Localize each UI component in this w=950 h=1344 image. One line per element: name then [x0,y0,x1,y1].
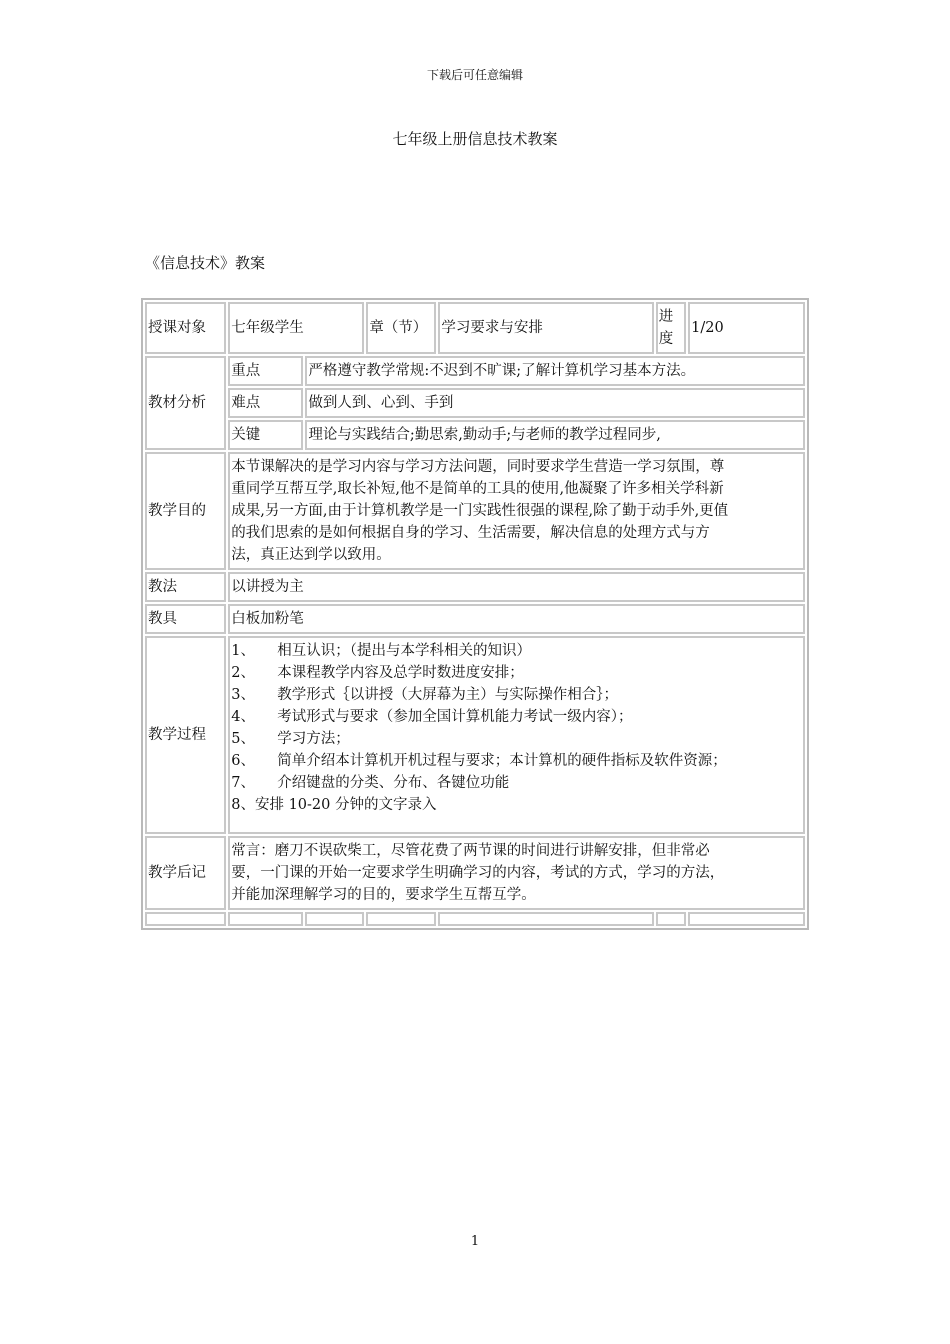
progress-label: 进度 [656,302,686,354]
document-title: 七年级上册信息技术教案 [392,130,558,148]
postscript-line: 并能加深理解学习的目的，要求学生互帮互学。 [231,887,536,903]
lesson-plan-table [141,298,809,930]
item-text: 教学形式｛以讲授（大屏幕为主）与实际操作相合｝； [277,687,618,703]
purpose-line: 法，真正达到学以致用。 [231,547,391,563]
table-row [145,452,805,570]
list-item [231,750,802,772]
empty-cell [656,912,686,926]
table-row [145,604,805,634]
empty-cell [228,912,303,926]
list-item [231,772,802,794]
list-item [231,640,802,662]
material-analysis-label: 教材分析 [145,356,226,450]
empty-cell [305,912,364,926]
empty-cell [145,912,226,926]
tools-label: 教具 [145,604,226,634]
list-item [231,662,802,684]
item-text: 简单介绍本计算机开机过程与要求；本计算机的硬件指标及软件资源； [277,753,727,769]
item-number: 1、 [231,643,255,659]
purpose-line: 本节课解决的是学习内容与学习方法问题，同时要求学生营造一学习氛围，尊 [231,459,725,475]
lesson-plan-subtitle: 《信息技术》教案 [145,254,266,272]
purpose-line: 成果,另一方面,由于计算机教学是一门实践性很强的课程,除了勤于动手外,更值 [231,503,729,519]
header-note: 下载后可任意编辑 [426,68,523,82]
tools-value: 白板加粉笔 [228,604,805,634]
item-text: 相互认识；（提出与本学科相关的知识） [277,643,531,659]
table-row [145,636,805,834]
item-number: 3、 [231,687,255,703]
purpose-line: 的我们思索的是如何根据自身的学习、生活需要，解决信息的处理方式与方 [231,525,710,541]
chapter-value: 学习要求与安排 [438,302,653,354]
item-number: 5、 [231,731,255,747]
difficulty-label: 难点 [228,388,303,418]
table-row [145,302,805,354]
purpose-text [228,452,805,570]
method-label: 教法 [145,572,226,602]
critical-value: 理论与实践结合;勤思索,勤动手;与老师的教学过程同步, [305,420,805,450]
method-value: 以讲授为主 [228,572,805,602]
key-point-label: 重点 [228,356,303,386]
process-label: 教学过程 [145,636,226,834]
empty-cell [438,912,653,926]
empty-cell [366,912,436,926]
item-number: 6、 [231,753,255,769]
list-item [231,728,802,750]
postscript-line: 常言：磨刀不误砍柴工，尽管花费了两节课的时间进行讲解安排，但非常必 [231,843,710,859]
table-row [145,356,805,386]
item-text: 学习方法； [277,731,350,747]
page-number: 1 [470,1234,480,1249]
list-item [231,684,802,706]
item-text: 介绍键盘的分类、分布、各键位功能 [277,775,510,791]
progress-value: 1/20 [688,302,805,354]
item-number: 2、 [231,665,255,681]
chapter-label: 章（节） [366,302,436,354]
target-label: 授课对象 [145,302,226,354]
postscript-text [228,836,805,910]
postscript-line: 要，一门课的开始一定要求学生明确学习的内容，考试的方式，学习的方法， [231,865,725,881]
purpose-line: 重同学互帮互学,取长补短,他不是简单的工具的使用,他凝聚了许多相关学科新 [231,481,724,497]
item-text: 本课程教学内容及总学时数进度安排； [277,665,524,681]
process-list [228,636,805,834]
item-text: 考试形式与要求（参加全国计算机能力考试一级内容）； [277,709,633,725]
table-row [145,572,805,602]
postscript-label: 教学后记 [145,836,226,910]
difficulty-value: 做到人到、心到、手到 [305,388,805,418]
target-value: 七年级学生 [228,302,364,354]
item-number: 4、 [231,709,255,725]
list-item [231,706,802,728]
table-row [145,420,805,450]
table-row-empty [145,912,805,926]
item-number: 7、 [231,775,255,791]
critical-label: 关键 [228,420,303,450]
table-row [145,388,805,418]
empty-cell [688,912,805,926]
list-item: 8、安排 10-20 分钟的文字录入 [231,797,437,813]
table-row [145,836,805,910]
purpose-label: 教学目的 [145,452,226,570]
key-point-value: 严格遵守教学常规:不迟到不旷课;了解计算机学习基本方法。 [305,356,805,386]
